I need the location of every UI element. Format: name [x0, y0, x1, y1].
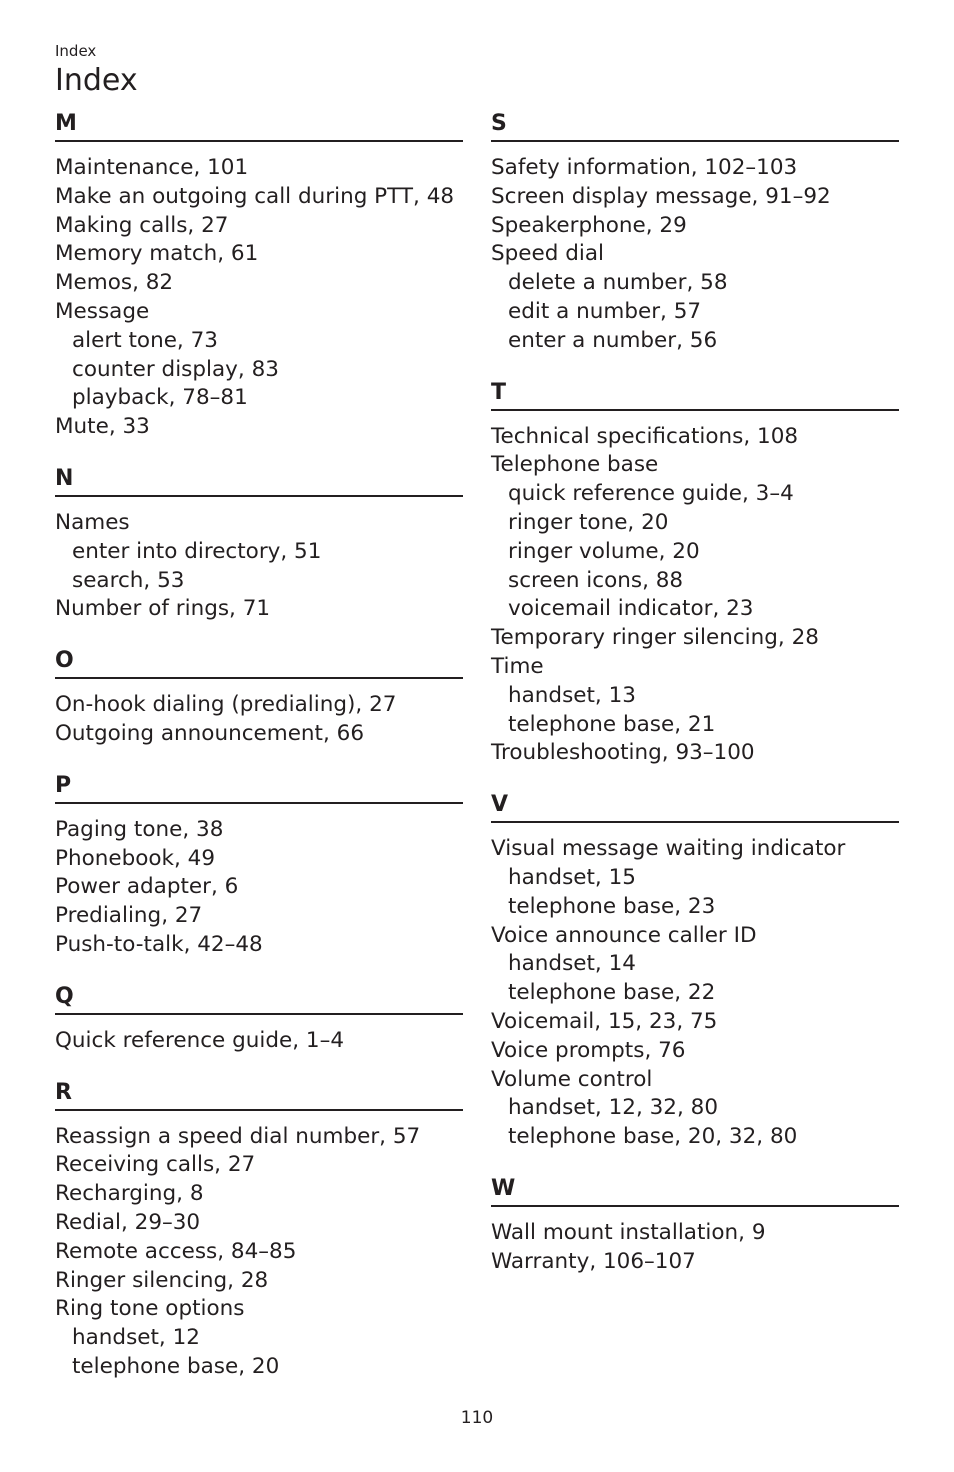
index-entry: Visual message waiting indicator: [491, 836, 846, 862]
index-subentry: handset, 12: [72, 1325, 200, 1351]
index-section-n: [55, 463, 463, 624]
index-column-right: [491, 108, 899, 1298]
section-letter-heading: N: [55, 463, 463, 497]
index-entry: Recharging, 8: [55, 1181, 204, 1207]
index-subentry: search, 53: [72, 567, 185, 593]
index-entry: Paging tone, 38: [55, 816, 224, 842]
index-section-o: [55, 645, 463, 749]
index-subentry: playback, 78–81: [72, 385, 248, 411]
index-section-q: [55, 981, 463, 1056]
index-entry: Memos, 82: [55, 270, 174, 296]
index-entry: Wall mount installation, 9: [491, 1219, 766, 1245]
index-entry: Make an outgoing call during PTT, 48: [55, 183, 455, 209]
index-entry: Screen display message, 91–92: [491, 183, 831, 209]
index-section-m: [55, 108, 463, 442]
index-entry: Power adapter, 6: [55, 874, 239, 900]
index-entry: Names: [55, 509, 130, 535]
section-letter-heading: V: [491, 789, 899, 823]
index-subentry: ringer tone, 20: [508, 509, 669, 535]
section-letter-heading: T: [491, 377, 899, 411]
page-number: 110: [460, 1408, 494, 1428]
index-entry: Remote access, 84–85: [55, 1238, 297, 1264]
index-subentry: ringer volume, 20: [508, 538, 700, 564]
index-entry: Speakerphone, 29: [491, 212, 687, 238]
index-subentry: delete a number, 58: [508, 270, 728, 296]
index-entry: Voice prompts, 76: [491, 1037, 686, 1063]
index-section-p: [55, 770, 463, 960]
index-entry: Telephone base: [491, 452, 659, 478]
index-entry: Ring tone options: [55, 1296, 245, 1322]
index-entry: Phonebook, 49: [55, 845, 216, 871]
section-letter-heading: P: [55, 770, 463, 804]
index-entry: Safety information, 102–103: [491, 155, 798, 180]
index-entry: Speed dial: [491, 241, 605, 267]
index-subentry: screen icons, 88: [508, 567, 684, 593]
index-entry: Outgoing announcement, 66: [55, 720, 364, 746]
index-column-left: [55, 108, 463, 1403]
index-entry: Quick reference guide, 1–4: [55, 1027, 345, 1053]
index-subentry: enter into directory, 51: [72, 538, 322, 564]
index-entry: Temporary ringer silencing, 28: [491, 625, 819, 651]
index-entry: Warranty, 106–107: [491, 1248, 696, 1274]
index-entry: Number of rings, 71: [55, 596, 271, 622]
page-title: Index: [55, 63, 138, 98]
index-subentry: alert tone, 73: [72, 327, 218, 353]
index-section-w: [491, 1173, 899, 1277]
index-subentry: handset, 13: [508, 682, 636, 708]
index-entry: Predialing, 27: [55, 903, 203, 929]
index-entry: Troubleshooting, 93–100: [491, 740, 755, 766]
index-entry: Mute, 33: [55, 414, 150, 440]
index-subentry: edit a number, 57: [508, 298, 702, 324]
index-entry: Voicemail, 15, 23, 75: [491, 1008, 718, 1034]
index-entry: Time: [491, 653, 544, 679]
section-letter-heading: Q: [55, 981, 463, 1015]
index-subentry: telephone base, 21: [508, 711, 716, 737]
section-letter-heading: R: [55, 1077, 463, 1111]
index-subentry: telephone base, 20: [72, 1353, 280, 1379]
index-subentry: handset, 14: [508, 951, 636, 977]
index-subentry: handset, 12, 32, 80: [508, 1095, 719, 1121]
index-entry: Voice announce caller ID: [491, 922, 757, 948]
index-entry: Ringer silencing, 28: [55, 1267, 269, 1293]
index-section-s: [491, 108, 899, 356]
index-subentry: telephone base, 23: [508, 893, 716, 919]
index-subentry: telephone base, 22: [508, 980, 716, 1006]
section-letter-heading: S: [491, 108, 899, 142]
index-section-r: [55, 1077, 463, 1382]
index-entry: On-hook dialing (predialing), 27: [55, 692, 397, 718]
section-letter-heading: W: [491, 1173, 899, 1207]
index-subentry: handset, 15: [508, 864, 636, 890]
index-subentry: telephone base, 20, 32, 80: [508, 1124, 798, 1150]
index-subentry: quick reference guide, 3–4: [508, 481, 794, 507]
index-entry: Maintenance, 101: [55, 155, 249, 180]
section-letter-heading: O: [55, 645, 463, 679]
index-entry: Memory match, 61: [55, 241, 259, 267]
index-subentry: voicemail indicator, 23: [508, 596, 754, 622]
index-entry: Push-to-talk, 42–48: [55, 931, 263, 957]
index-entry: Receiving calls, 27: [55, 1152, 256, 1178]
index-entry: Technical specifications, 108: [491, 423, 799, 449]
index-entry: Reassign a speed dial number, 57: [55, 1123, 421, 1149]
index-section-t: [491, 377, 899, 769]
index-entry: Message: [55, 298, 150, 324]
index-subentry: counter display, 83: [72, 356, 279, 382]
section-letter-heading: M: [55, 108, 463, 142]
running-header: Index: [55, 42, 97, 60]
index-subentry: enter a number, 56: [508, 327, 718, 353]
index-section-v: [491, 789, 899, 1152]
index-entry: Redial, 29–30: [55, 1209, 201, 1235]
index-entry: Making calls, 27: [55, 212, 229, 238]
index-entry: Volume control: [491, 1066, 653, 1092]
